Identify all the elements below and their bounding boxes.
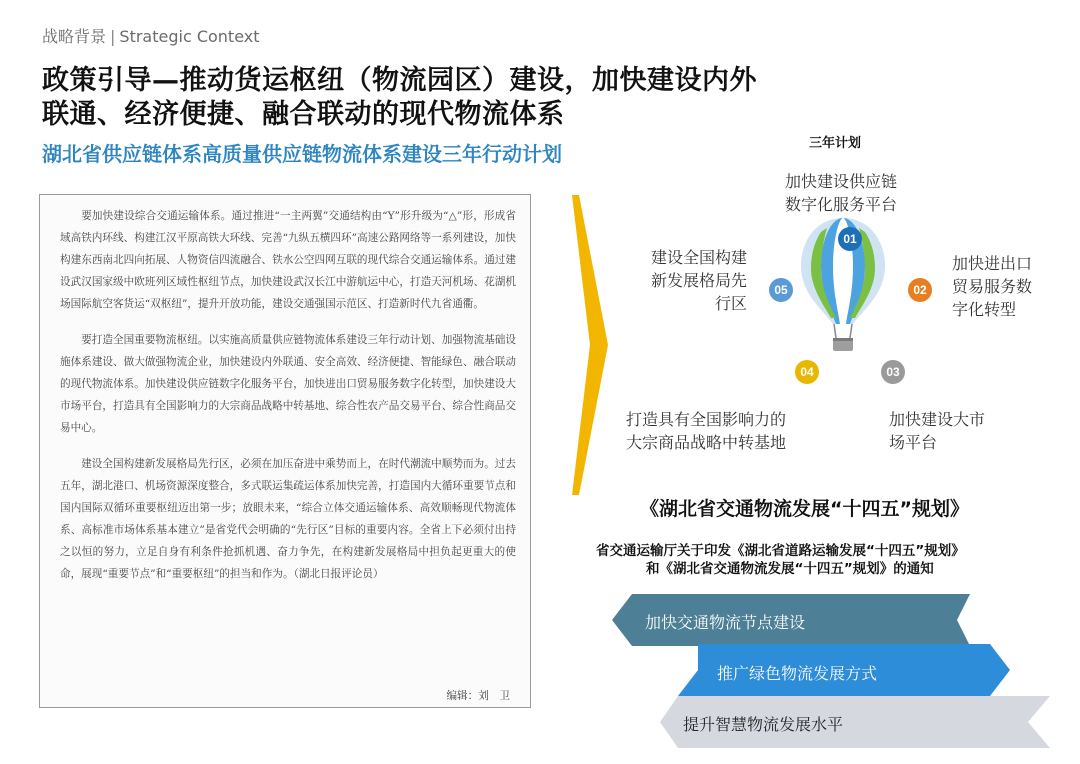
plan-badge-01: 01 xyxy=(838,227,862,251)
plan-item-02: 加快进出口 贸易服务数 字化转型 xyxy=(952,254,1033,319)
plan-badge-02: 02 xyxy=(908,278,932,302)
subtitle: 湖北省供应链体系高质量供应链物流体系建设三年行动计划 xyxy=(42,142,562,166)
plan-badge-03: 03 xyxy=(881,360,905,384)
breadcrumb-en: Strategic Context xyxy=(119,27,260,46)
document-paragraph-3: 建设全国构建新发展格局先行区，必须在加压奋进中乘势而上，在时代潮流中顺势而为。过去五年，湖北港口、机场资源深度整合，多式联运集疏运体系加快完善，打造国内大循环重要节点和国内国际双循环重要枢纽迈出第一步；放眼未来，“综合立体交通运输体系、高效顺畅现代物流体系、高标准市场体系基本建立”是省党代会明确的“先行区”目标的重要内容。全省上下必须付出持之以恒的努力，立足自身有利条件抢抓机遇、奋力争先，在构建新发展格局中担负起更重大的使命，展现“重要节点”和“重要枢纽”的担当和作为。（湖北日报评论员） xyxy=(60,458,516,580)
plan-item-01: 加快建设供应链 数字化服务平台 xyxy=(785,172,898,214)
document-paragraph-1: 要加快建设综合交通运输体系。通过推进“一主两翼”交通结构由“Y”形升级为“△”形，形成省域高铁内环线、构建江汉平原高铁大环线、完善“九纵五横四环”高速公路网络等一系列建设，加快构建东西南北四向拓展、人物资信四流融合、铁水公空四网互联的现代综合交通运输体系。通过建设武汉国家级中欧班列区域性枢纽节点，加快建设武汉长江中游航运中心，打造天河机场、花湖机场国际航空客货运“双枢纽”，提升开放功能，建设交通强国示范区、打造新时代九省通衢。 xyxy=(60,210,516,310)
breadcrumb-cn: 战略背景 xyxy=(42,27,107,46)
notice-line-2: 和《湖北省交通物流发展“十四五”规划》的通知 xyxy=(646,561,934,577)
plan-title: 三年计划 xyxy=(808,136,861,151)
document-editor: 编辑：刘 卫 xyxy=(446,690,510,702)
notice-line-1: 省交通运输厅关于印发《湖北省道路运输发展“十四五”规划》 xyxy=(596,543,965,559)
headline-line-1: 政策引导—推动货运枢纽（物流园区）建设，加快建设内外 xyxy=(42,65,757,96)
plan-item-04: 打造具有全国影响力的 大宗商品战略中转基地 xyxy=(626,410,787,452)
document-paragraph-2: 要打造全国重要物流枢纽。以实施高质量供应链物流体系建设三年行动计划、加强物流基础设施体系建设、做大做强物流企业，加快建设内外联通、安全高效、经济便捷、智能绿色、融合联动的现代物流体系。加快建设供应链数字化服务平台，加快进出口贸易服务数字化转型，加快建设大市场平台，打造具有全国影响力的大宗商品战略中转基地、综合性农产品交易平台、综合性商品交易中心。 xyxy=(60,334,516,434)
measure-arrow-2: 推广绿色物流发展方式 xyxy=(717,664,878,683)
chevron-right-icon xyxy=(572,195,612,495)
measure-arrow-3: 提升智慧物流发展水平 xyxy=(683,715,844,734)
headline-line-2: 联通、经济便捷、融合联动的现代物流体系 xyxy=(42,99,565,130)
plan-item-05: 建设全国构建 新发展格局先 行区 xyxy=(650,248,747,313)
measure-arrow-1: 加快交通物流节点建设 xyxy=(645,613,806,632)
breadcrumb xyxy=(42,24,260,47)
plan-badge-04: 04 xyxy=(795,360,819,384)
plan-item-03: 加快建设大市 场平台 xyxy=(889,410,986,452)
plan-badge-05: 05 xyxy=(769,278,793,302)
plan-14-title: 《湖北省交通物流发展“十四五”规划》 xyxy=(640,498,969,520)
document-excerpt xyxy=(39,194,531,708)
breadcrumb-separator: | xyxy=(110,27,116,46)
